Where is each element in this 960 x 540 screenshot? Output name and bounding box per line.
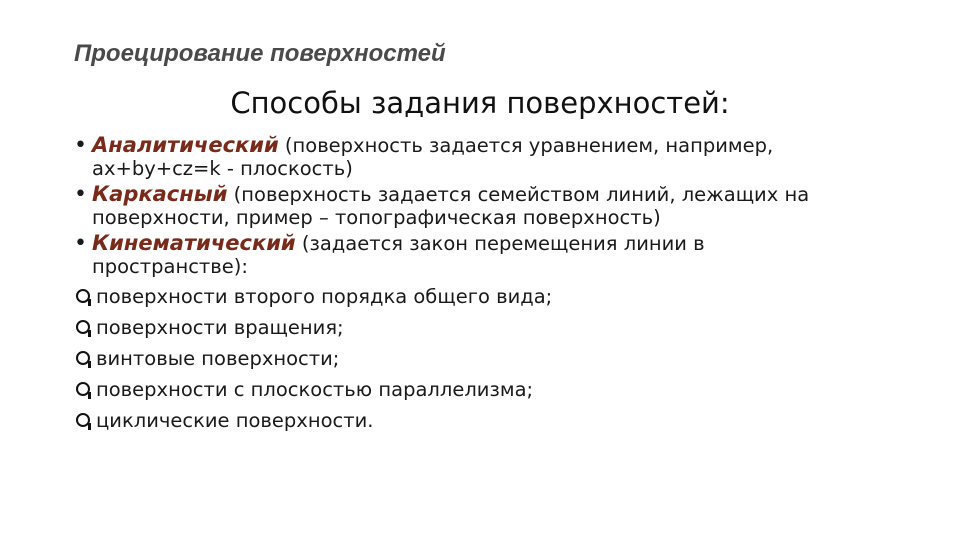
bullet-term: Кинематический [92, 231, 296, 255]
bullet-term: Аналитический [92, 133, 279, 157]
bullet-desc: (поверхность задается уравнением, например, [278, 134, 774, 157]
bullet-desc-continued: поверхности, пример – топографическая поверхность) [92, 206, 661, 229]
bullet-item-frame [74, 183, 934, 229]
checkbox-q-icon [76, 320, 90, 334]
bullet-desc-continued: ax+by+cz=k - плоскость) [92, 157, 353, 180]
check-item [74, 405, 934, 436]
bullet-item-analytic [74, 134, 934, 180]
check-item-label: поверхности вращения; [96, 316, 344, 339]
checkbox-q-icon [76, 289, 90, 303]
checkbox-q-icon [76, 351, 90, 365]
checkbox-q-icon [76, 382, 90, 396]
bullet-dot-icon: • [74, 231, 87, 256]
bullet-item-kinematic [74, 232, 934, 278]
checklist [74, 281, 934, 436]
bullet-dot-icon: • [74, 182, 87, 207]
header-title: Проецирование поверхностей [74, 40, 446, 67]
check-item [74, 343, 934, 374]
check-item-label: винтовые поверхности; [96, 347, 340, 370]
slide-content [74, 134, 934, 436]
check-item [74, 312, 934, 343]
check-item [74, 374, 934, 405]
bullet-desc: (задается закон перемещения линии в [295, 232, 705, 255]
bullet-desc-continued: пространстве): [92, 255, 248, 278]
bullet-dot-icon: • [74, 133, 87, 158]
check-item [74, 281, 934, 312]
checkbox-q-icon [76, 413, 90, 427]
slide-title: Способы задания поверхностей: [230, 86, 730, 120]
check-item-label: поверхности второго порядка общего вида; [96, 285, 553, 308]
check-item-label: поверхности с плоскостью параллелизма; [96, 378, 534, 401]
bullet-term: Каркасный [92, 182, 228, 206]
check-item-label: циклические поверхности. [96, 409, 374, 432]
bullet-desc: (поверхность задается семейством линий, лежащих на [227, 183, 810, 206]
